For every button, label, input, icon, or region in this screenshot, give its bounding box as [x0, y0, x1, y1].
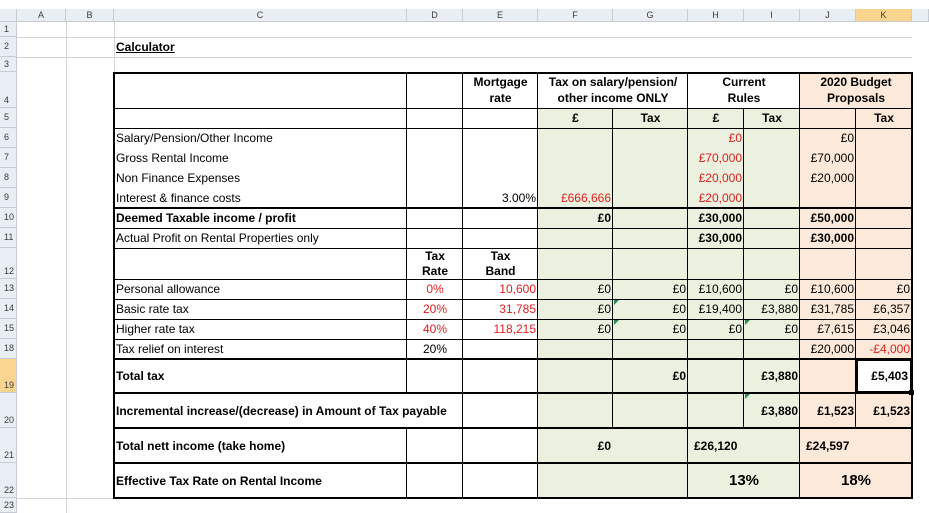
cell-h10[interactable]: £30,000	[698, 211, 742, 225]
error-indicator-i20	[745, 394, 750, 399]
cell-i14[interactable]: £3,880	[761, 302, 798, 316]
row-header-21[interactable]: 21	[0, 428, 17, 463]
header-mortgage-rate	[463, 72, 538, 108]
column-header-k[interactable]: K	[856, 9, 912, 22]
column-header-d[interactable]: D	[407, 9, 463, 22]
label-incremental[interactable]: Incremental increase/(decrease) in Amount of Tax payable	[116, 403, 447, 418]
row-header-14[interactable]: 14	[0, 299, 17, 319]
tax-rate-label: Tax Rate	[421, 248, 448, 278]
cell-e9-mortgage-rate[interactable]: 3.00%	[501, 191, 536, 205]
label-non-finance[interactable]: Non Finance Expenses	[116, 171, 241, 185]
cell-i15[interactable]: £0	[784, 322, 798, 336]
cell-j13[interactable]: £10,600	[810, 282, 854, 296]
header-tax-band	[463, 248, 538, 279]
cell-d18[interactable]: 20%	[422, 342, 448, 356]
column-header-e[interactable]: E	[463, 9, 538, 22]
label-effective-rate[interactable]: Effective Tax Rate on Rental Income	[116, 473, 322, 488]
column-header-i[interactable]: I	[744, 9, 800, 22]
cell-d13[interactable]: 0%	[426, 282, 444, 296]
error-indicator-i15	[745, 320, 750, 325]
cell-e13[interactable]: 10,600	[499, 282, 536, 296]
cell-g15[interactable]: £0	[672, 322, 686, 336]
cell-j6[interactable]: £0	[840, 131, 854, 145]
cell-f15[interactable]: £0	[597, 322, 611, 336]
subheader-h-pound: £	[712, 111, 720, 125]
cell-j14[interactable]: £31,785	[810, 302, 854, 316]
label-salary[interactable]: Salary/Pension/Other Income	[116, 131, 273, 145]
row-header-2[interactable]: 2	[0, 37, 17, 57]
cell-h8[interactable]: £20,000	[698, 171, 742, 185]
error-indicator-g15	[614, 320, 619, 325]
current-rules-label: Current Rules	[722, 75, 766, 105]
label-gross-rental[interactable]: Gross Rental Income	[116, 151, 229, 165]
cell-h15[interactable]: £0	[728, 322, 742, 336]
column-header-f[interactable]: F	[538, 9, 613, 22]
cell-j18[interactable]: £20,000	[810, 342, 854, 356]
cell-k14[interactable]: £6,357	[873, 302, 910, 316]
cell-g14[interactable]: £0	[672, 302, 686, 316]
page-title: Calculator	[116, 40, 175, 54]
row-header-19[interactable]: 19	[0, 359, 17, 393]
cell-i20[interactable]: £3,880	[761, 403, 798, 418]
cell-e14[interactable]: 31,785	[499, 302, 536, 316]
cell-f10[interactable]: £0	[597, 211, 611, 225]
header-tax-on-salary	[538, 72, 688, 108]
cell-d15[interactable]: 40%	[422, 322, 448, 336]
header-2020-budget	[800, 72, 912, 108]
row-header-9[interactable]: 9	[0, 188, 17, 208]
row-header-12[interactable]: 12	[0, 248, 17, 279]
subheader-k-tax: Tax	[874, 111, 894, 125]
column-header-g[interactable]: G	[613, 9, 688, 22]
label-total-nett[interactable]: Total nett income (take home)	[116, 438, 286, 453]
column-header-j[interactable]: J	[800, 9, 856, 22]
cell-f21[interactable]: £0	[597, 438, 611, 453]
cell-k19-selected[interactable]: £5,403	[856, 359, 912, 393]
select-all-corner[interactable]	[0, 9, 17, 22]
cell-j7[interactable]: £70,000	[810, 151, 854, 165]
column-header-c[interactable]: C	[114, 9, 407, 22]
row-header-8[interactable]: 8	[0, 168, 17, 188]
subheader-f-pound: £	[572, 111, 579, 125]
label-tax-relief[interactable]: Tax relief on interest	[116, 342, 224, 356]
cell-h14[interactable]: £19,400	[698, 302, 742, 316]
cell-j22[interactable]: 18%	[840, 472, 872, 489]
cell-h13[interactable]: £10,600	[698, 282, 742, 296]
cell-k15[interactable]: £3,046	[873, 322, 910, 336]
label-deemed[interactable]: Deemed Taxable income / profit	[116, 211, 296, 225]
row-header-13[interactable]: 13	[0, 279, 17, 299]
error-indicator-g14	[614, 300, 619, 305]
label-personal-allowance[interactable]: Personal allowance	[116, 282, 221, 296]
label-actual-profit[interactable]: Actual Profit on Rental Properties only	[116, 231, 319, 245]
cell-f13[interactable]: £0	[597, 282, 611, 296]
tax-band-label: Tax Band	[485, 248, 516, 278]
mortgage-rate-label: Mortgage rate	[473, 75, 528, 105]
label-interest[interactable]: Interest & finance costs	[116, 191, 241, 205]
cell-d14[interactable]: 20%	[422, 302, 448, 316]
cell-j10[interactable]: £50,000	[810, 211, 854, 225]
row-header-7[interactable]: 7	[0, 148, 17, 168]
row-header-20[interactable]: 20	[0, 393, 17, 428]
row-header-5[interactable]: 5	[0, 108, 17, 128]
header-current-rules	[688, 72, 800, 108]
cell-j8[interactable]: £20,000	[810, 171, 854, 185]
cell-e15[interactable]: 118,215	[493, 322, 536, 336]
cell-j11[interactable]: £30,000	[810, 231, 854, 245]
row-header-11[interactable]: 11	[0, 228, 17, 248]
row-header-1[interactable]: 1	[0, 22, 17, 37]
cell-f14[interactable]: £0	[597, 302, 611, 316]
cell-i19[interactable]: £3,880	[761, 369, 798, 383]
row-header-4[interactable]: 4	[0, 72, 17, 108]
cell-k13[interactable]: £0	[896, 282, 910, 296]
cell-j20[interactable]: £1,523	[817, 403, 854, 418]
row-header-22[interactable]: 22	[0, 463, 17, 498]
cell-h21[interactable]: £26,120	[694, 438, 738, 453]
fill-handle[interactable]	[909, 390, 914, 395]
row-header-23[interactable]: 23	[0, 498, 17, 513]
subheader-g-tax: Tax	[640, 111, 661, 125]
cell-k18[interactable]: -£4,000	[869, 342, 910, 356]
cell-h6[interactable]: £0	[728, 131, 742, 145]
tax-on-salary-label: Tax on salary/pension/ other income ONLY	[548, 75, 678, 105]
label-total-tax[interactable]: Total tax	[116, 369, 165, 383]
row-header-15[interactable]: 15	[0, 319, 17, 339]
cell-i13[interactable]: £0	[784, 282, 798, 296]
label-basic-rate[interactable]: Basic rate tax	[116, 302, 189, 316]
cell-h7[interactable]: £70,000	[698, 151, 742, 165]
label-higher-rate[interactable]: Higher rate tax	[116, 322, 195, 336]
cell-g13[interactable]: £0	[672, 282, 686, 296]
header-tax-rate	[407, 248, 463, 279]
cell-h9[interactable]: £20,000	[698, 191, 742, 205]
subheader-i-tax: Tax	[762, 111, 782, 125]
cell-h11[interactable]: £30,000	[698, 231, 742, 245]
cell-j15[interactable]: £7,615	[817, 322, 854, 336]
cell-f9-loan[interactable]: £666,666	[560, 191, 611, 205]
cell-j21[interactable]: £24,597	[806, 438, 850, 453]
column-header-h[interactable]: H	[688, 9, 744, 22]
cell-g19[interactable]: £0	[672, 369, 686, 383]
column-header-blank	[912, 9, 929, 22]
budget-2020-label: 2020 Budget Proposals	[820, 75, 892, 105]
row-header-10[interactable]: 10	[0, 208, 17, 228]
row-header-18[interactable]: 18	[0, 339, 17, 359]
column-header-a[interactable]: A	[17, 9, 66, 22]
cell-h22[interactable]: 13%	[728, 472, 760, 489]
cell-k20[interactable]: £1,523	[873, 403, 910, 418]
row-header-3[interactable]: 3	[0, 57, 17, 72]
row-header-6[interactable]: 6	[0, 128, 17, 148]
column-header-b[interactable]: B	[66, 9, 114, 22]
